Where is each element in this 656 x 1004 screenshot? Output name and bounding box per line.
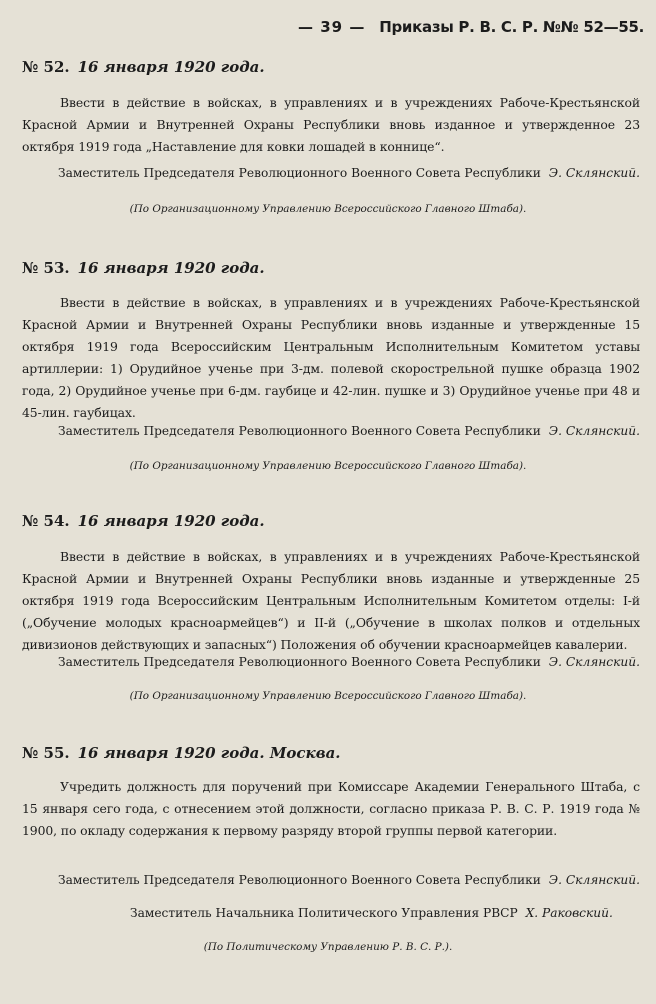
order-body: Ввести в действие в войсках, в управлениях и в учреждениях Рабоче-Крестьянской Красной Армии и Внутренней Охраны Республики вновь изданные и утвержденные 15 октября 1919 года Всероссийским Центральным Исполнительным Комитетом уставы артиллерии: 1) Орудийное ученье при 3-дм. полевой скорострельной пушке образца 1902 года, 2) Орудийное ученье при 6-дм. гаубице и 42-лин. пушке и 3) Орудийное ученье при 48 и 45-лин. гаубицах.: [22, 295, 640, 420]
signature-title: Заместитель Председателя Революционного Военного Совета Республики: [58, 655, 541, 669]
order-date: 16 января 1920 года.: [77, 512, 265, 530]
signature-line: [58, 873, 640, 887]
order-body: Учредить должность для поручений при Комиссаре Академии Генерального Штаба, с 15 января сего года, с отнесением этой должности, согласно приказа Р. В. С. Р. 1919 года № 1900, по окладу содержания к первому разряду второй группы первой категории.: [22, 779, 640, 838]
signature-name: Э. Склянский.: [548, 424, 640, 438]
signature-name: Х. Раковский.: [525, 906, 613, 920]
signature-line-second: [130, 906, 640, 920]
signature-title: Заместитель Начальника Политического Управления РВСР: [130, 906, 518, 920]
signature-name: Э. Склянский.: [548, 873, 640, 887]
signature-name: Э. Склянский.: [548, 166, 640, 180]
order-number: № 52.: [22, 58, 70, 76]
order-heading: [22, 512, 265, 530]
order-date: 16 января 1920 года. Москва.: [77, 744, 341, 762]
signature-line: [58, 655, 640, 669]
order-date: 16 января 1920 года.: [77, 259, 265, 277]
order-number: № 54.: [22, 512, 70, 530]
page-number: — 39 —: [298, 18, 366, 36]
order-source: (По Организационному Управлению Всероссийского Главного Штаба).: [129, 690, 527, 702]
signature-title: Заместитель Председателя Революционного Военного Совета Республики: [58, 873, 541, 887]
signature-line: [58, 166, 640, 180]
page-header: [0, 18, 656, 44]
signature-title: Заместитель Председателя Революционного Военного Совета Республики: [58, 424, 541, 438]
order-source: (По Организационному Управлению Всероссийского Главного Штаба).: [129, 460, 527, 472]
order-body: Ввести в действие в войсках, в управлениях и в учреждениях Рабоче-Крестьянской Красной Армии и Внутренней Охраны Республики вновь изданное и утвержденное 23 октября 1919 года „Наставление для ковки лошадей в коннице“.: [22, 95, 640, 154]
signature-title: Заместитель Председателя Революционного Военного Совета Республики: [58, 166, 541, 180]
order-number: № 53.: [22, 259, 70, 277]
order-source: (По Политическому Управлению Р. В. С. Р.).: [203, 941, 453, 953]
order-body: Ввести в действие в войсках, в управлениях и в учреждениях Рабоче-Крестьянской Красной Армии и Внутренней Охраны Республики вновь изданные и утвержденные 25 октября 1919 года Всероссийским Центральным Исполнительным Комитетом отделы: I-й („Обучение молодых красноармейцев“) и II-й („Обучение в школах полков и отдельных дивизионов действующих и запасных“) Положения об обучении красноармейцев кавалерии.: [22, 549, 640, 652]
signature-name: Э. Склянский.: [548, 655, 640, 669]
signature-line: [58, 424, 640, 438]
order-heading: [22, 744, 341, 762]
running-head: Приказы Р. В. С. Р. №№ 52—55.: [379, 18, 644, 36]
order-date: 16 января 1920 года.: [77, 58, 265, 76]
order-source: (По Организационному Управлению Всероссийского Главного Штаба).: [129, 203, 527, 215]
order-number: № 55.: [22, 744, 70, 762]
order-heading: [22, 259, 265, 277]
order-heading: [22, 58, 265, 76]
